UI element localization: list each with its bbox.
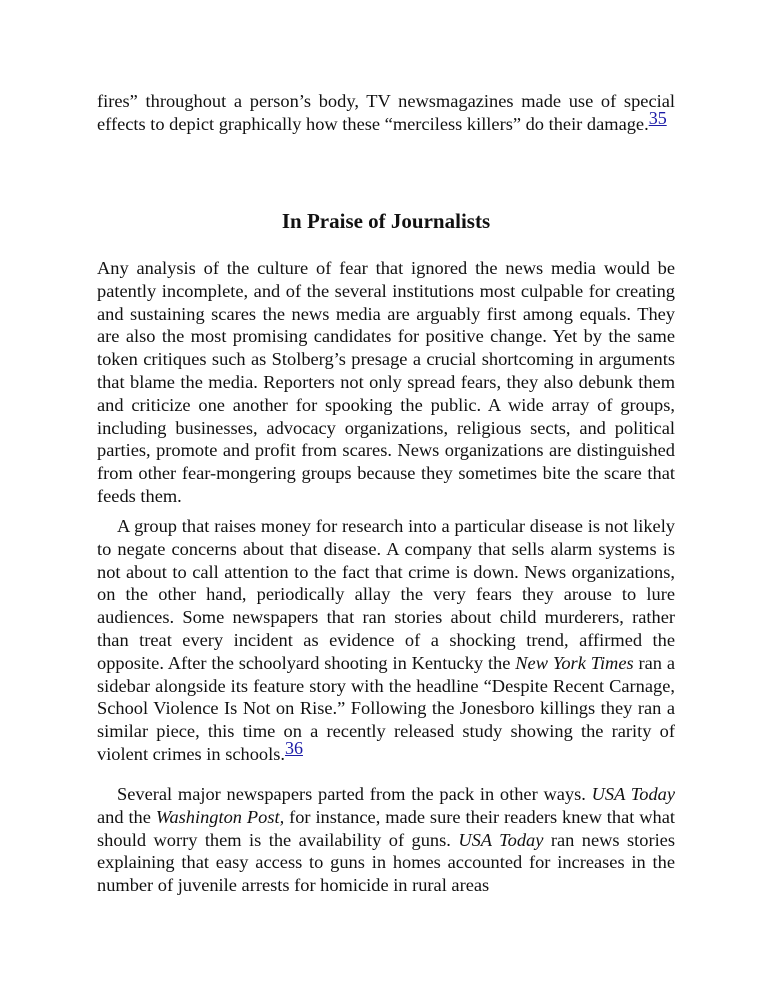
paragraph-text: A group that raises money for research into a particular disease is not likely to negate concerns about that disease. A company that sells alarm systems is not about to call attention to the fact that crime is down. News organizations, on the other hand, periodically allay the very fears they arouse to lure audiences. Some newspapers that ran stories about child murderers, rather than treat every incident as evidence of a shocking trend, affirmed the opposite. After the schoolyard shooting in Kentucky the xyxy=(97,516,675,673)
paragraph-text: ran news stories explaining that easy access to guns in homes accounted for increases in the number of juvenile arrests for homicide in rural areas xyxy=(97,829,676,896)
italic-title: New York Times xyxy=(515,652,634,673)
paragraph-text: ran a sidebar alongside its feature story with the headline “Despite Recent Carnage, School Violence Is Not on Rise.” Following the Jonesboro killings they ran a similar piece, this time on a recently released study showing the rarity of violent crimes in schools. xyxy=(97,652,675,764)
section-heading: In Praise of Journalists xyxy=(281,209,491,233)
paragraph xyxy=(97,90,675,136)
footnote-link[interactable]: 35 xyxy=(648,107,667,128)
italic-title: USA Today xyxy=(591,784,675,804)
paragraph-text: for instance, made sure their readers knew that what should worry them is the availability of guns. xyxy=(97,806,675,850)
paragraph-text: fires” throughout a person’s body, TV newsmagazines made use of special effects to depict graphically how these “merciless killers” do their damage. xyxy=(97,91,675,134)
paragraph-text: and the xyxy=(97,806,156,827)
italic-title: Washington Post, xyxy=(155,806,285,827)
paragraph-text: Any analysis of the culture of fear that ignored the news media would be patently incomplete, and of the several institutions most culpable for creating and sustaining scares the news media are arguably first among equals. They are also the most promising candidates for positive change. Yet by the same token critiques such as Stolberg’s presage a crucial shortcoming in arguments that blame the media. Reporters not only spread fears, they also debunk them and criticize one another for spooking the public. A wide array of groups, including businesses, advocacy organizations, religious sects, and political parties, promote and profit from scares. News organizations are distinguished from other fear-mongering groups because they sometimes bite the scare that feeds them. xyxy=(97,258,675,506)
paragraph-text: Several major newspapers parted from the pack in other ways. xyxy=(117,784,592,804)
footnote-link[interactable]: 36 xyxy=(284,737,303,758)
paragraph xyxy=(97,515,675,766)
paragraph xyxy=(97,257,675,508)
paragraph xyxy=(97,783,675,897)
italic-title: USA Today xyxy=(458,829,544,850)
